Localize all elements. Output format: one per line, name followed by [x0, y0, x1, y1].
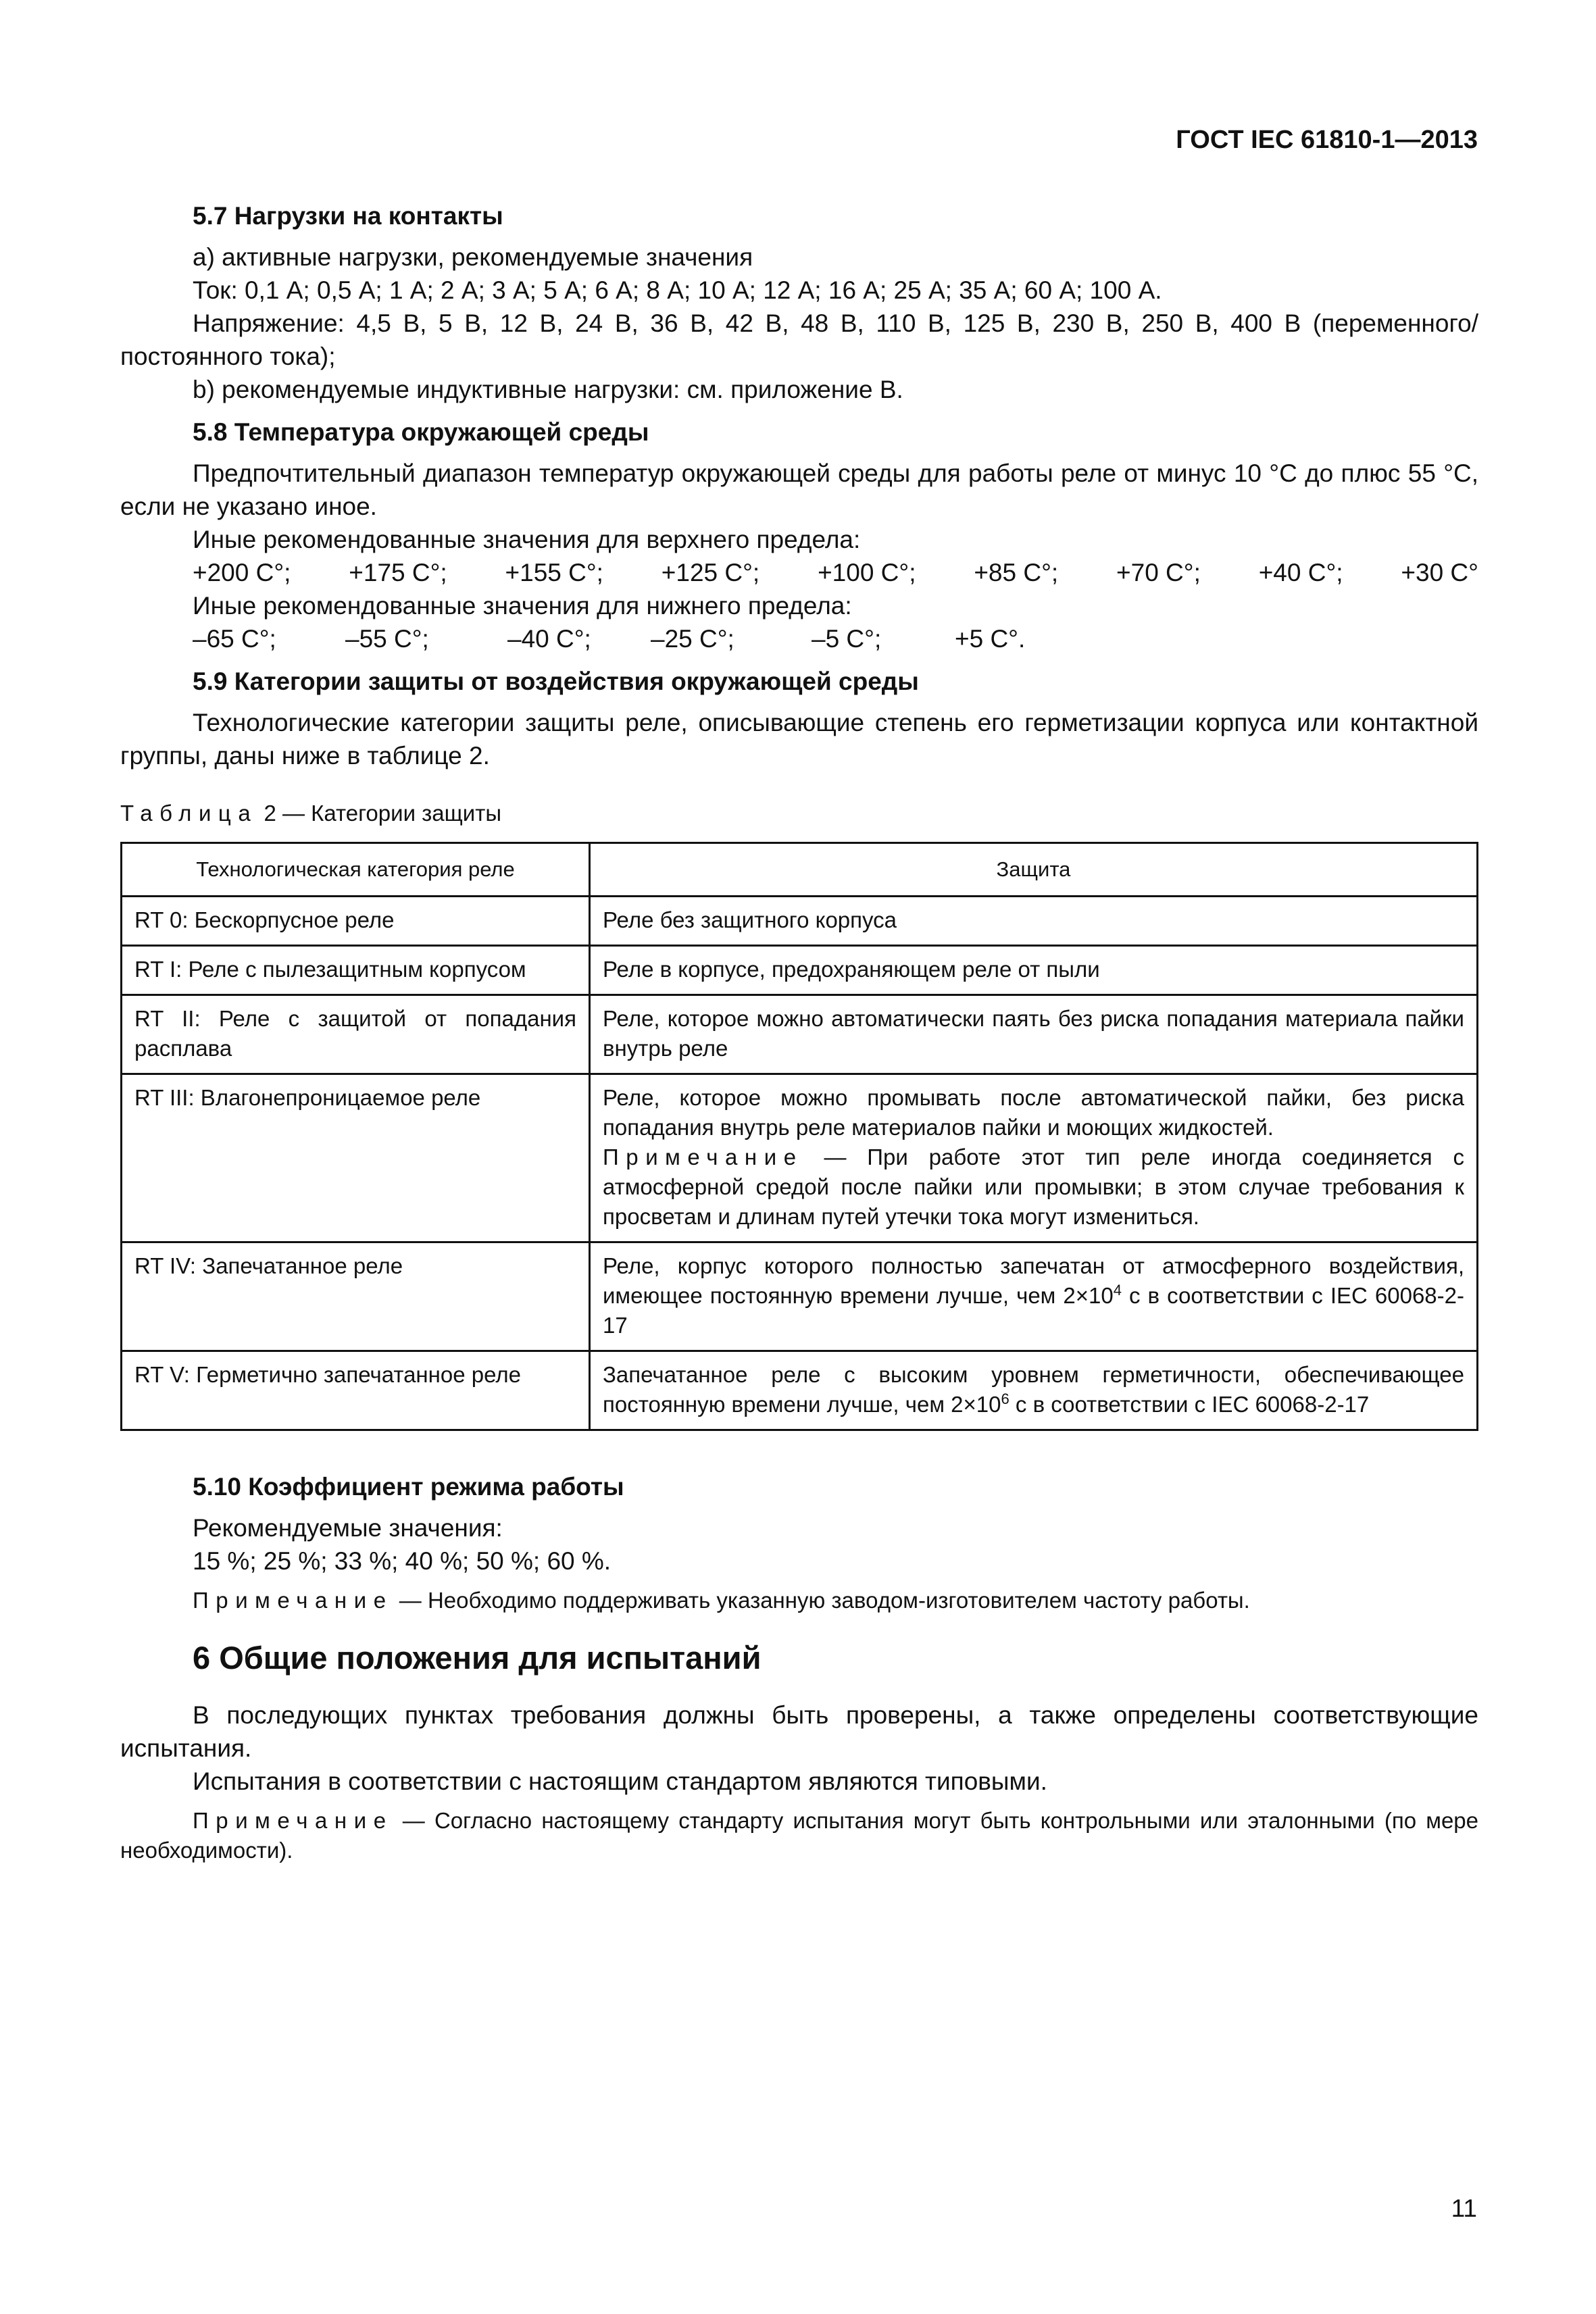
- temp-value: +70 С°;: [1116, 559, 1201, 586]
- exponent: 6: [1001, 1390, 1009, 1407]
- protection-categories-table: [120, 842, 1478, 1431]
- s6-paragraph-1: В последующих пунктах требования должны быть проверены, а также определены соответствующие испытания.: [120, 1701, 1478, 1762]
- s510-values: 15 %; 25 %; 33 %; 40 %; 50 %; 60 %.: [193, 1547, 612, 1575]
- table-row: [122, 1074, 1478, 1242]
- table-note: [603, 1142, 1464, 1232]
- section-5-8-title: 5.8 Температура окружающей среды: [193, 418, 649, 446]
- note-text: — Необходимо поддерживать указанную заводом-изготовителем частоту работы.: [393, 1588, 1250, 1613]
- note-word: Примечание: [193, 1808, 393, 1833]
- table-caption-text: 2 — Категории защиты: [264, 801, 502, 826]
- column-header: Защита: [590, 843, 1478, 897]
- s6-note: [120, 1806, 1478, 1865]
- table-row: [122, 1242, 1478, 1351]
- protection-cell: Реле в корпусе, предохраняющем реле от пыли: [590, 946, 1478, 995]
- column-header: Технологическая категория реле: [122, 843, 590, 897]
- table-caption-word: Таблица: [120, 801, 258, 826]
- section-5-10-title: 5.10 Коэффициент режима работы: [193, 1473, 624, 1501]
- temp-value: +200 С°;: [193, 559, 291, 586]
- category-cell: RT II: Реле с защитой от попадания расплава: [122, 995, 590, 1074]
- temp-value: –25 С°;: [651, 625, 734, 653]
- temp-value: –65 С°;: [193, 625, 276, 653]
- temp-value: +100 С°;: [818, 559, 916, 586]
- upper-temperatures: [120, 556, 1478, 589]
- s510-label: Рекомендуемые значения:: [193, 1514, 503, 1542]
- protection-cell: [590, 1074, 1478, 1242]
- section-5-7-title: 5.7 Нагрузки на контакты: [193, 202, 503, 230]
- protection-text: Реле, корпус которого полностью запечатан от атмосферного воздействия, имеющее постоянную времени лучше, чем 2×10: [603, 1253, 1464, 1308]
- protection-text: Запечатанное реле с высоким уровнем герметичности, обеспечивающее постоянную времени лучше, чем 2×10: [603, 1362, 1464, 1417]
- s57-current: Ток: 0,1 А; 0,5 А; 1 А; 2 А; 3 А; 5 А; 6 А; 8 А; 10 А; 12 А; 16 А; 25 А; 35 А; 60 А; 100 А.: [193, 276, 1162, 304]
- s59-paragraph: Технологические категории защиты реле, описывающие степень его герметизации корпуса или контактной группы, даны ниже в таблице 2.: [120, 709, 1478, 770]
- standard-number: ГОСТ IEC 61810-1—2013: [1176, 126, 1478, 154]
- temp-value: +155 С°;: [505, 559, 603, 586]
- section-5-9-title: 5.9 Категории защиты от воздействия окружающей среды: [193, 668, 919, 695]
- table-row: [122, 897, 1478, 946]
- temp-value: –55 С°;: [345, 625, 429, 653]
- category-cell: RT IV: Запечатанное реле: [122, 1242, 590, 1351]
- temp-value: –5 С°;: [812, 625, 882, 653]
- temp-value: +5 С°.: [955, 625, 1026, 653]
- temp-value: +175 С°;: [349, 559, 447, 586]
- section-6-title: 6 Общие положения для испытаний: [193, 1640, 762, 1676]
- table-row: [122, 946, 1478, 995]
- page-number: 11: [1451, 2194, 1477, 2222]
- s510-note: [120, 1586, 1478, 1615]
- protection-cell: [590, 1242, 1478, 1351]
- temp-value: +125 С°;: [661, 559, 760, 586]
- temp-value: +30 С°: [1401, 559, 1478, 586]
- protection-cell: [590, 1351, 1478, 1430]
- lower-temperatures: [120, 622, 1478, 655]
- note-text: — При работе этот тип реле иногда соединяется с атмосферной средой после пайки или промывки; в этом случае требования к просветам и длинам путей утечки тока могут измениться.: [603, 1145, 1464, 1229]
- protection-text-tail: с в соответствии с IEC 60068-2-17: [603, 1283, 1464, 1338]
- category-cell: RT 0: Бескорпусное реле: [122, 897, 590, 946]
- temp-value: +85 С°;: [974, 559, 1059, 586]
- temp-value: –40 С°;: [507, 625, 591, 653]
- s57-item-b: b) рекомендуемые индуктивные нагрузки: см. приложение В.: [193, 376, 903, 403]
- protection-text-tail: с в соответствии с IEC 60068-2-17: [1009, 1392, 1370, 1417]
- table-header-row: [122, 843, 1478, 897]
- s58-upper-label: Иные рекомендованные значения для верхнего предела:: [193, 526, 861, 553]
- s58-paragraph: Предпочтительный диапазон температур окружающей среды для работы реле от минус 10 °С до плюс 55 °С, если не указано иное.: [120, 459, 1478, 520]
- s57-item-a: а) активные нагрузки, рекомендуемые значения: [193, 243, 753, 271]
- category-cell: RT I: Реле с пылезащитным корпусом: [122, 946, 590, 995]
- table-caption: [120, 797, 1478, 830]
- s58-lower-label: Иные рекомендованные значения для нижнего предела:: [193, 592, 852, 620]
- s57-voltage: Напряжение: 4,5 В, 5 В, 12 В, 24 В, 36 В, 42 В, 48 В, 110 В, 125 В, 230 В, 250 В, 400 В (переменного/постоянного тока);: [120, 309, 1478, 370]
- note-word: Примечание: [193, 1588, 393, 1613]
- table-row: [122, 995, 1478, 1074]
- protection-text: Реле, которое можно промывать после автоматической пайки, без риска попадания внутрь реле материалов пайки и моющих жидкостей.: [603, 1085, 1464, 1140]
- protection-cell: Реле, которое можно автоматически паять без риска попадания материала пайки внутрь реле: [590, 995, 1478, 1074]
- note-text: — Согласно настоящему стандарту испытания могут быть контрольными или эталонными (по мере необходимости).: [120, 1808, 1478, 1863]
- temp-value: +40 С°;: [1258, 559, 1343, 586]
- category-cell: RT III: Влагонепроницаемое реле: [122, 1074, 590, 1242]
- s6-paragraph-2: Испытания в соответствии с настоящим стандартом являются типовыми.: [193, 1767, 1047, 1795]
- page-content: [120, 199, 1478, 1865]
- exponent: 4: [1113, 1282, 1122, 1299]
- category-cell: RT V: Герметично запечатанное реле: [122, 1351, 590, 1430]
- table-row: [122, 1351, 1478, 1430]
- note-word: Примечание: [603, 1145, 803, 1169]
- protection-cell: Реле без защитного корпуса: [590, 897, 1478, 946]
